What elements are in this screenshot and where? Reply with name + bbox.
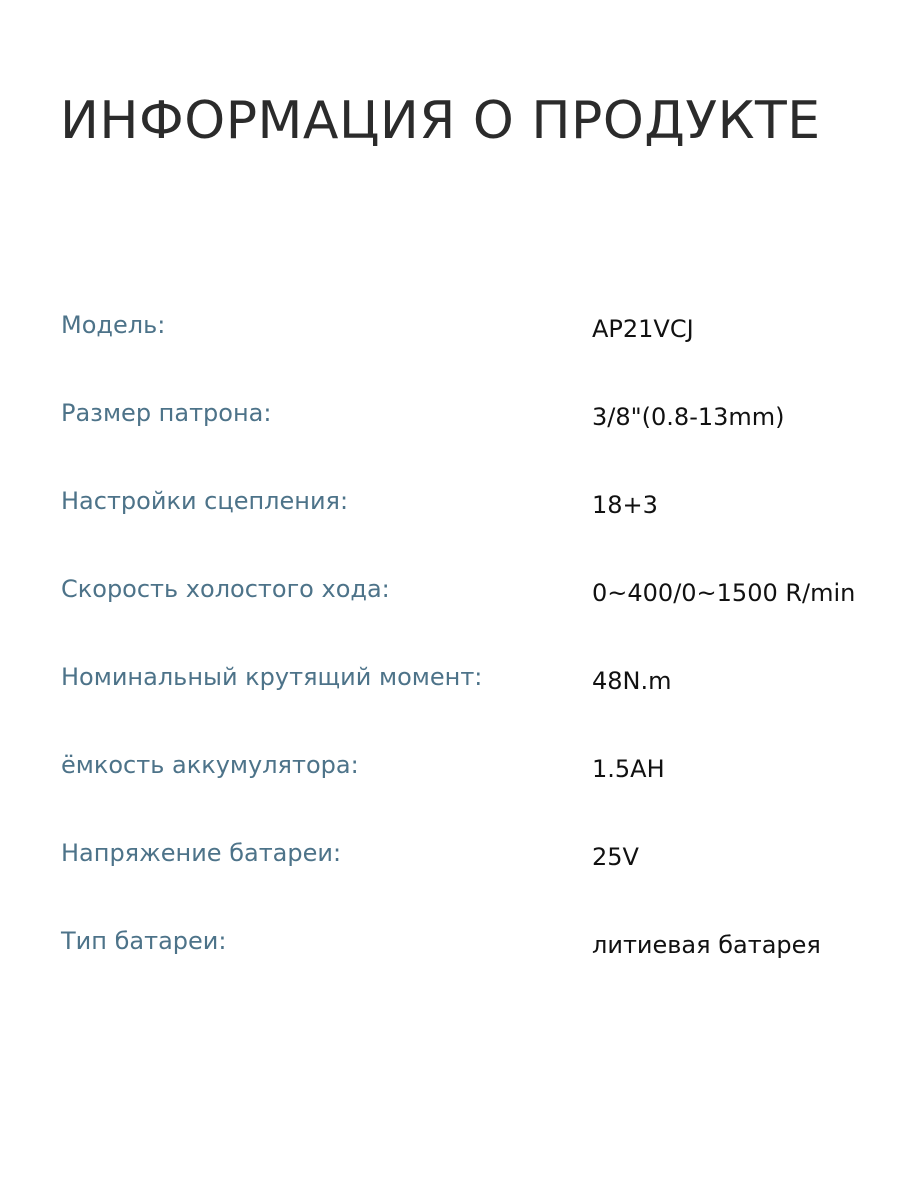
spec-row-battery-type [0,913,900,1001]
spec-table [0,297,900,1001]
spec-value: 48N.m [592,667,672,695]
spec-label: Тип батареи: [61,927,227,955]
spec-value: 3/8"(0.8-13mm) [592,403,785,431]
spec-value: 25V [592,843,639,871]
spec-value: 18+3 [592,491,658,519]
spec-row-no-load-speed [0,561,900,649]
spec-value: 0~400/0~1500 R/min [592,579,856,607]
spec-label: Настройки сцепления: [61,487,349,515]
spec-label: Размер патрона: [61,399,272,427]
spec-value: литиевая батарея [592,931,821,959]
spec-label: Напряжение батареи: [61,839,342,867]
spec-label: Скорость холостого хода: [61,575,390,603]
spec-value: 1.5AH [592,755,665,783]
spec-row-battery-capacity [0,737,900,825]
page-title: ИНФОРМАЦИЯ О ПРОДУКТЕ [60,91,821,151]
spec-row-battery-voltage [0,825,900,913]
spec-row-model [0,297,900,385]
spec-label: ёмкость аккумулятора: [61,751,359,779]
spec-row-rated-torque [0,649,900,737]
spec-row-clutch-settings [0,473,900,561]
spec-label: Номинальный крутящий момент: [61,663,483,691]
spec-row-chuck-size [0,385,900,473]
spec-value: AP21VCJ [592,315,694,343]
spec-label: Модель: [61,311,166,339]
